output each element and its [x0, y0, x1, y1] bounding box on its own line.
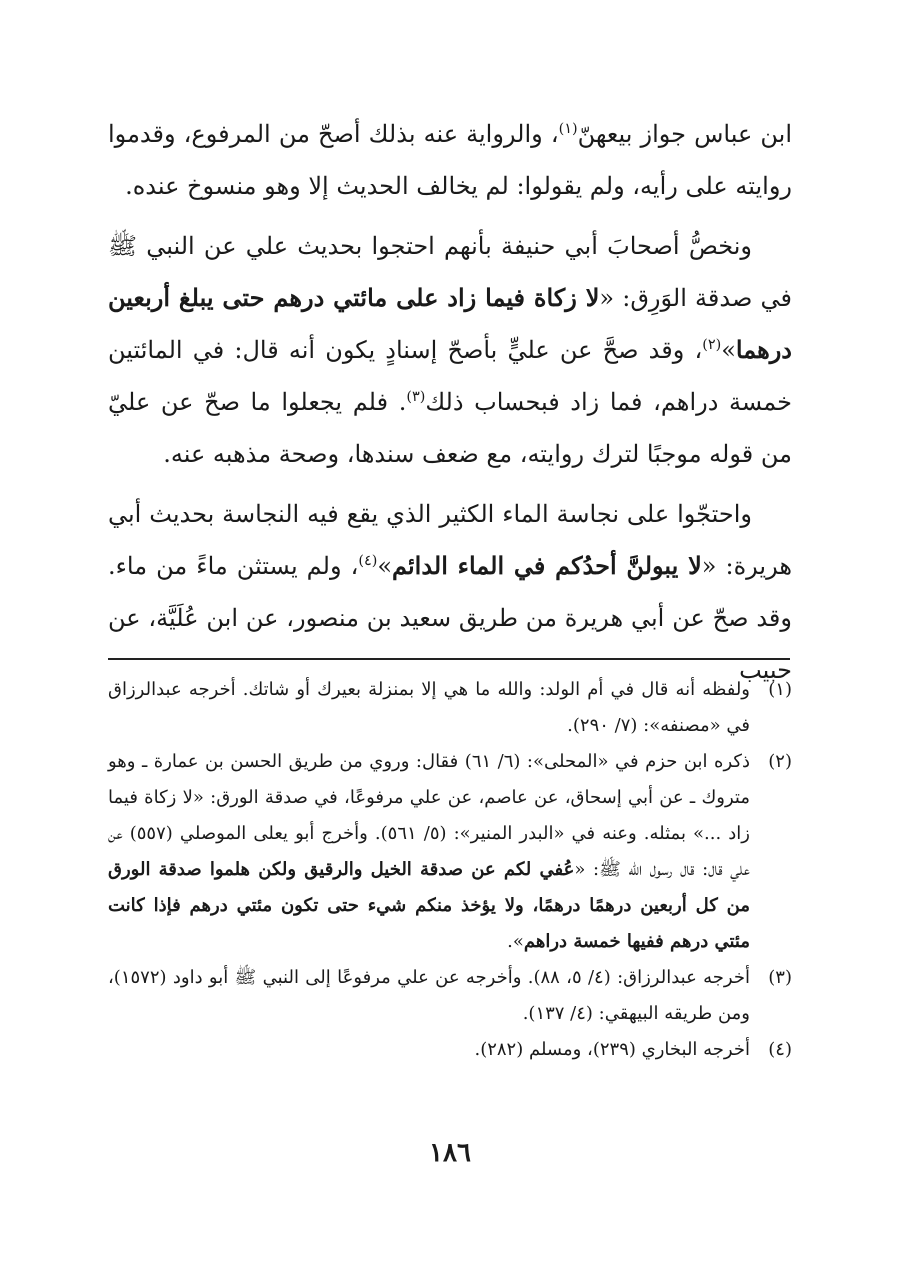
footnote-4 — [108, 1032, 792, 1068]
paragraph-text: » — [721, 336, 736, 364]
paragraph-text: ونخصُّ أصحابَ أبي حنيفة بأنهم احتجوا بحديث علي عن النبي ﷺ في صدقة الوَرِق: « — [108, 232, 793, 312]
hadith-quote: لا يبولنَّ أحدُكم في الماء الدائم — [392, 551, 702, 580]
footnote-number: (٢) — [768, 751, 792, 772]
hadith-quote: لا زكاة فيما زاد على مائتي درهم حتى يبلغ أربعين درهما — [108, 283, 792, 364]
paragraph-text: ، والرواية عنه بذلك أصحّ من المرفوع، وقدموا روايته على رأيه، ولم يقولوا: لم يخالف الحديث إلا وهو منسوخ عنده. — [108, 120, 792, 200]
page-number: ١٨٦ — [429, 1138, 471, 1168]
footnote-number: (٣) — [768, 967, 792, 988]
paragraph-text: ابن عباس جواز بيعهنّ — [577, 120, 793, 148]
paragraph-1 — [108, 108, 792, 212]
paragraph-3 — [108, 488, 792, 696]
footnote-hadith-quote: عُفي لكم عن صدقة الخيل والرقيق ولكن هلموا صدقة الورق من كل أربعين درهمًا درهمًا، ولا يؤخذ منكم شيء حتى تكون مئتي درهم فإذا كانت مئتي درهم ففيها خمسة دراهم — [108, 859, 750, 952]
footnote-text — [108, 960, 750, 1032]
footnote-text — [108, 672, 750, 744]
footnote-text-part: أخرجه عبدالرزاق: (٤/ ٥، ٨٨). وأخرجه عن علي مرفوعًا إلى النبي ﷺ أبو داود (١٥٧٢)، ومن طريقه البيهقي: (٤/ ١٣٧). — [108, 967, 750, 1024]
main-text — [108, 108, 792, 704]
footnote-ref-4: (٤) — [358, 553, 378, 569]
footnote-ref-1: (١) — [558, 121, 578, 137]
footnote-text-part: ذكره ابن حزم في «المحلى»: (٦/ ٦١) فقال: وروي من طريق الحسن بن عمارة ـ وهو متروك ـ عن أبي إسحاق، عن عاصم، عن علي مرفوعًا، في صدقة الورق: «لا زكاة فيما زاد ...» بمثله. وعنه في «البدر المنير»: (٥/ ٥٦١). وأخرج أبو يعلى الموصلي (٥٥٧) عن علي قال: قال رسول الله ﷺ: « — [108, 751, 750, 880]
footnotes — [108, 672, 792, 1068]
paragraph-2 — [108, 220, 792, 480]
footnote-separator — [108, 658, 790, 660]
footnote-3 — [108, 960, 792, 1032]
footnote-ref-3: (٣) — [406, 389, 426, 405]
paragraph-text: واحتجّوا على نجاسة الماء الكثير الذي يقع فيه النجاسة بحديث أبي هريرة: « — [108, 500, 792, 580]
footnote-text-part: ». — [507, 931, 524, 952]
footnote-number: (١) — [768, 679, 792, 700]
footnote-ref-2: (٢) — [702, 337, 722, 353]
footnote-1 — [108, 672, 792, 744]
paragraph-text: » — [377, 552, 393, 580]
footnote-2 — [108, 744, 792, 960]
footnote-text-part: ولفظه أنه قال في أم الولد: والله ما هي إلا بمنزلة بعيرك أو شاتك. أخرجه عبدالرزاق في «مصنفه»: (٧/ ٢٩٠). — [108, 679, 750, 736]
paragraph-text: . فلم يجعلوا ما صحّ عن عليّ من قوله موجبًا لترك روايته، مع ضعف سندها، وصحة مذهبه عنه. — [108, 388, 792, 468]
footnote-number: (٤) — [768, 1039, 792, 1060]
footnote-text — [108, 1032, 750, 1068]
footnote-text-part: أخرجه البخاري (٢٣٩)، ومسلم (٢٨٢). — [474, 1039, 750, 1060]
paragraph-text: ، ولم يستثن ماءً من ماء. وقد صحّ عن أبي هريرة من طريق سعيد بن منصور، عن ابن عُلَيَّة، عن حبيب — [108, 552, 792, 684]
paragraph-text: ، وقد صحَّ عن عليٍّ بأصحّ إسنادٍ يكون أنه قال: في المائتين خمسة دراهم، فما زاد فبحساب ذلك — [108, 336, 793, 416]
footnote-text — [108, 744, 750, 960]
